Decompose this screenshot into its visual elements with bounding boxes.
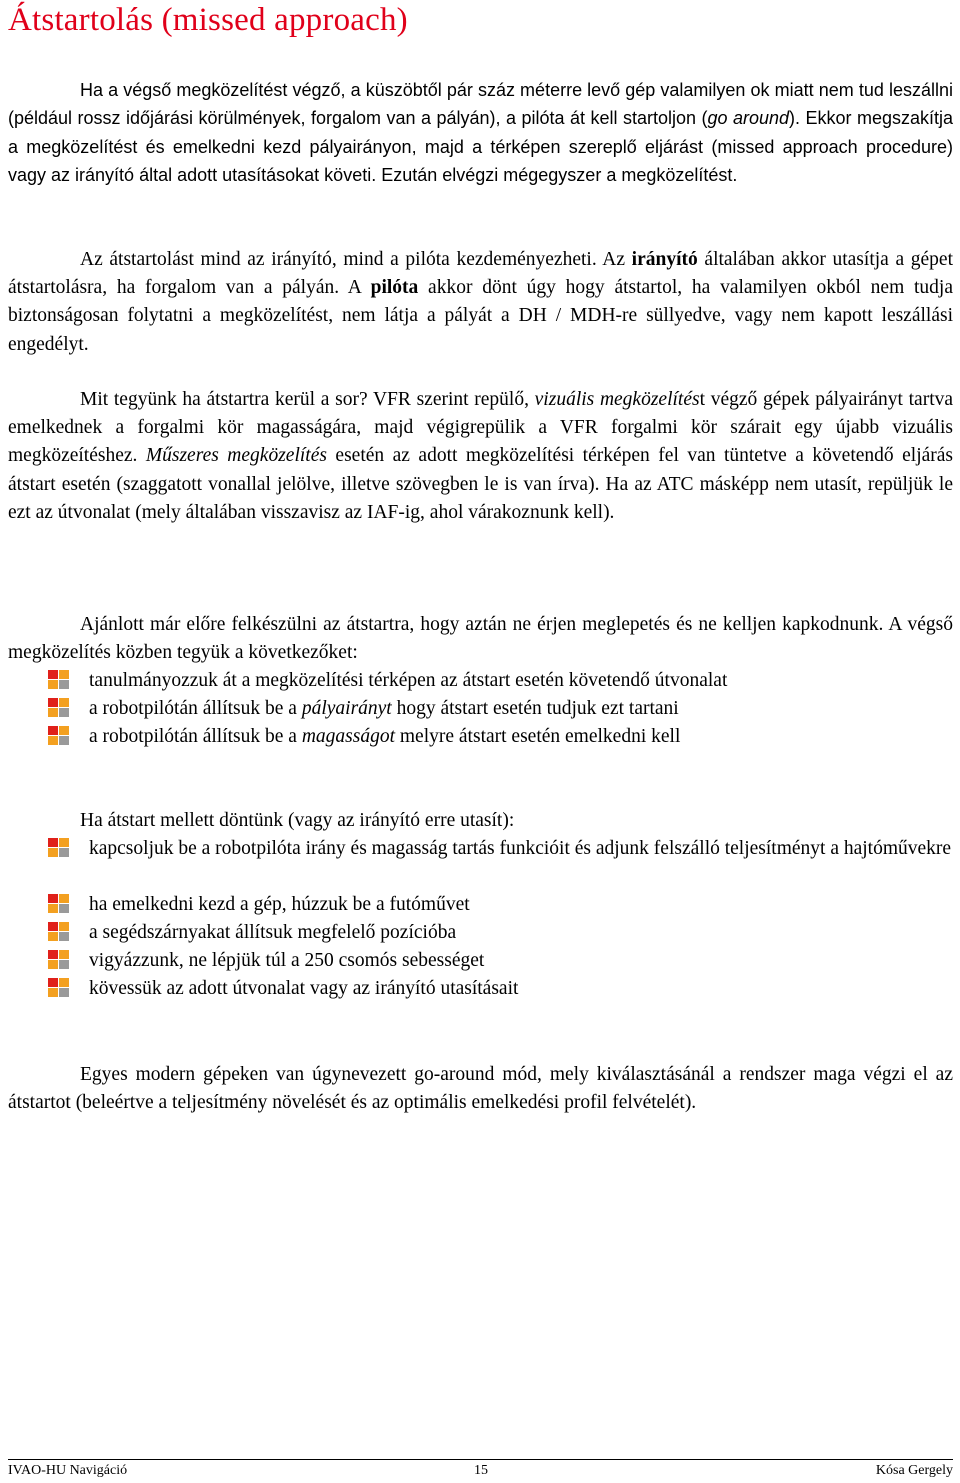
footer-left: IVAO-HU Navigáció: [8, 1463, 128, 1478]
page-number: 15: [474, 1463, 488, 1478]
bullet-icon: [48, 922, 70, 942]
page-title: Átstartolás (missed approach): [8, 2, 408, 38]
paragraph-go-around-mode: Egyes modern gépeken van úgynevezett go-around mód, mely kiválasztásánál a rendszer maga végzi el az átstartot (beleértve a teljesítmény növelését és az optimális emelkedési profil felvételét).: [8, 1064, 953, 1114]
list-item: a robotpilótán állítsuk be a magasságot melyre átstart esetén emelkedni kell: [8, 723, 953, 751]
list-item: kapcsoljuk be a robotpilóta irány és magasság tartás funkcióit és adjunk felszálló teljesítményt a hajtóművekre: [8, 835, 953, 891]
list-item: ha emelkedni kezd a gép, húzzuk be a futóművet: [8, 891, 953, 919]
list-item: tanulmányozzuk át a megközelítési térképen az átstart esetén követendő útvonalat: [8, 667, 953, 695]
list-item: a segédszárnyakat állítsuk megfelelő pozícióba: [8, 919, 953, 947]
list-item: a robotpilótán állítsuk be a pályairányt hogy átstart esetén tudjuk ezt tartani: [8, 695, 953, 723]
list-item: vigyázzunk, ne lépjük túl a 250 csomós sebességet: [8, 947, 953, 975]
paragraph-procedure: Mit tegyünk ha átstartra kerül a sor? VFR szerint repülő, vizuális megközelítést végző gépek pályairányt tartva emelkednek a forgalmi kör magasságára, majd végigrepülik a VFR forgalmi kör szárait egy újabb vizuális megközeítéshez. Műszeres megközelítés esetén az adott megközelítési térképen fel van tüntetve a követendő eljárás átstart esetén (szaggatott vonallal jelölve, illetve szövegben le is van írva). Ha az ATC másképp nem utasít, repüljük le ezt az útvonalat (mely általában visszavisz az IAF-ig, ahol várakoznunk kell).: [8, 389, 954, 523]
paragraph-preparation: Ajánlott már előre felkészülni az átstartra, hogy aztán ne érjen meglepetés és ne kelljen kapkodnunk. A végső megközelítés közben tegyük a következőket:: [8, 614, 953, 664]
bullet-icon: [48, 894, 70, 914]
bullet-icon: [48, 726, 70, 746]
paragraph-initiation: Az átstartolást mind az irányító, mind a pilóta kezdeményezheti. Az irányító általában akkor utasítja a gépet átstartolásra, ha forgalom van a pályán. A pilóta akkor dönt úgy hogy átstartol, ha valamilyen okból nem tudja biztonságosan folytatni a megközelítést, nem látja a pályát a DH / MDH-re süllyedve, vagy nem kapott leszállási engedélyt.: [8, 249, 953, 355]
list-item: kövessük az adott útvonalat vagy az irányító utasításait: [8, 975, 953, 1003]
footer-author: Kósa Gergely: [875, 1463, 953, 1478]
paragraph-intro: Ha a végső megközelítést végző, a küszöbtől pár száz méterre levő gép valamilyen ok miatt nem tud leszállni (például rossz időjárási körülmények, forgalom van a pályán), a pilóta át kell startoljon (go around). Ekkor megszakítja a megközelítést és emelkedni kezd pályairányon, majd a térképen szereplő eljárást (missed approach procedure) vagy az irányító által adott utasításokat követi. Ezután elvégzi mégegyszer a megközelítést.: [8, 80, 953, 185]
bullet-icon: [48, 670, 70, 690]
bullet-icon: [48, 950, 70, 970]
paragraph-decision: Ha átstart mellett döntünk (vagy az irányító erre utasít):: [80, 810, 515, 831]
footer-divider: [8, 1459, 953, 1460]
bullet-icon: [48, 978, 70, 998]
bullet-icon: [48, 698, 70, 718]
